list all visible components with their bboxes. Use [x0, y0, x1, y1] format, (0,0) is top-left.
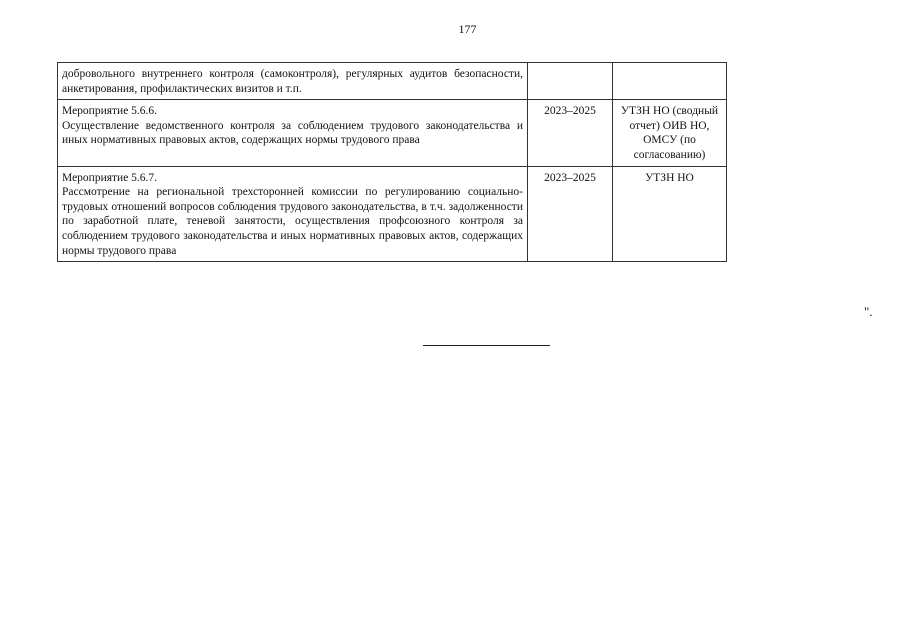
description-cell — [58, 63, 528, 100]
activities-table — [57, 62, 727, 262]
event-title: Мероприятие 5.6.6. — [62, 105, 158, 118]
event-description: Осуществление ведомственного контроля за соблюдением трудового законодательства и иных нормативных правовых актов, содержащих нормы трудового права — [62, 119, 523, 147]
end-divider-line — [423, 345, 550, 346]
period-cell: 2023–2025 — [528, 100, 613, 166]
closing-quote-mark: ". — [864, 304, 873, 319]
event-description: Рассмотрение на региональной трехсторонней комиссии по регулированию социально-трудовых отношений вопросов соблюдения трудового законодательства, в т.ч. задолженности по заработной плате, теневой занятости, осуществления профсоюзного контроля за соблюдением трудового законодательства и иных нормативных правовых актов, содержащих нормы трудового права — [62, 186, 523, 257]
description-cell — [58, 100, 528, 166]
table-row — [58, 63, 727, 100]
description-cell — [58, 166, 528, 262]
period-cell — [528, 63, 613, 100]
responsible-cell — [613, 63, 727, 100]
table-row — [58, 100, 727, 166]
event-title: Мероприятие 5.6.7. — [62, 171, 158, 184]
table-row — [58, 166, 727, 262]
period-cell: 2023–2025 — [528, 166, 613, 262]
event-description: добровольного внутреннего контроля (самоконтроля), регулярных аудитов безопасности, анкетирования, профилактических визитов и т.п. — [62, 68, 523, 95]
responsible-cell: УТЗН НО — [613, 166, 727, 262]
page-number: 177 — [458, 22, 477, 36]
responsible-cell: УТЗН НО (сводный отчет) ОИВ НО, ОМСУ (по согласованию) — [613, 100, 727, 166]
